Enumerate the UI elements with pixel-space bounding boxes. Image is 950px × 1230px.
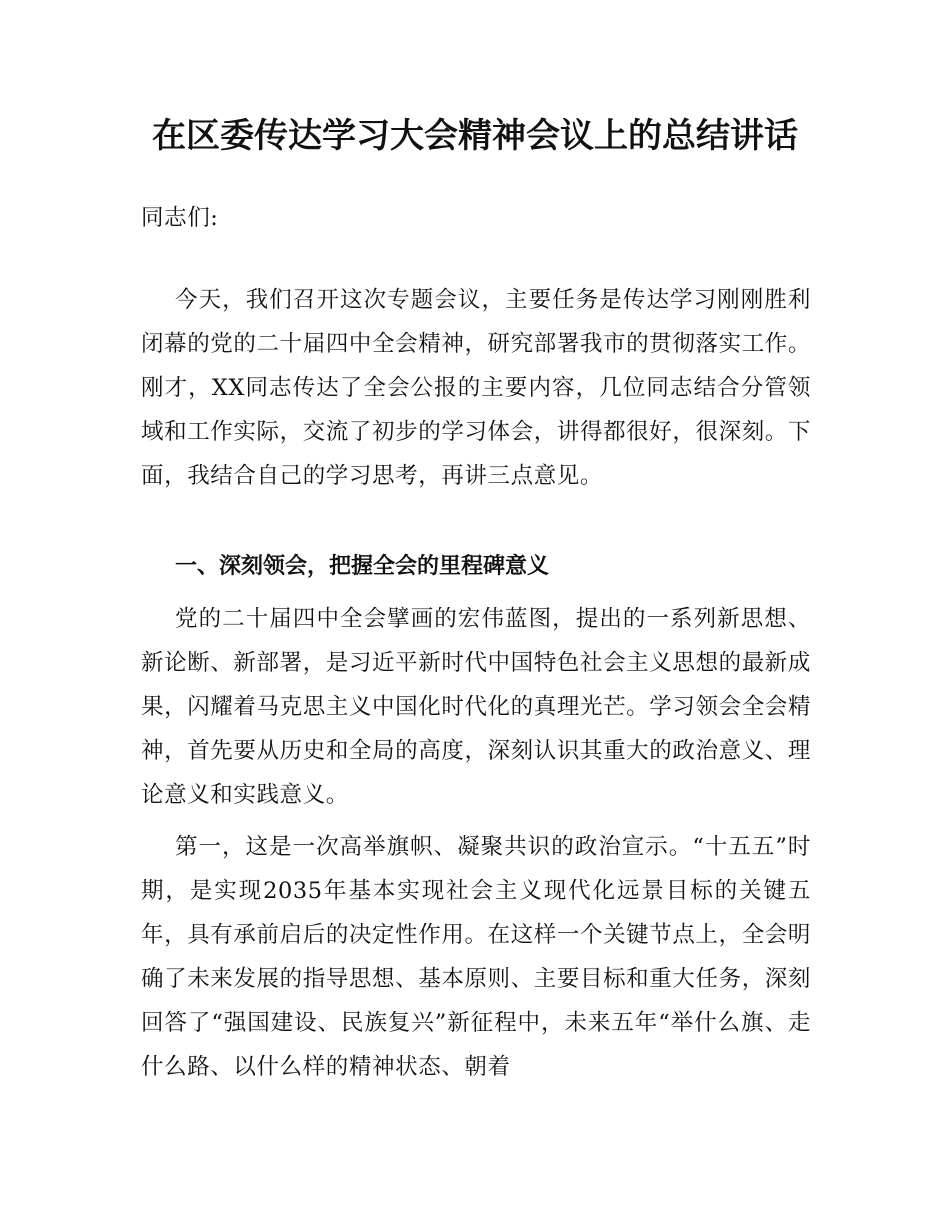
paragraph-first-point: 第一，这是一次高举旗帜、凝聚共识的政治宣示。“十五五”时期，是实现2035年基本实现社会主义现代化远景目标的关键五年，具有承前启后的决定性作用。在这样一个关键节点上，全会明确了未来发展的指导思想、基本原则、主要目标和重大任务，深刻回答了“强国建设、民族复兴”新征程中，未来五年“举什么旗、走什么路、以什么样的精神状态、朝着 — [141, 834, 811, 1080]
paragraph-opening: 今天，我们召开这次专题会议，主要任务是传达学习刚刚胜利闭幕的党的二十届四中全会精神，研究部署我市的贯彻落实工作。刚才，XX同志传达了全会公报的主要内容，几位同志结合分管领域和工作实际，交流了初步的学习体会，讲得都很好，很深刻。下面，我结合自己的学习思考，再讲三点意见。 — [141, 287, 811, 489]
section-heading-1: 一、深刻领会，把握全会的里程碑意义 — [175, 554, 550, 579]
salutation: 同志们: — [141, 205, 219, 231]
paragraph-significance: 党的二十届四中全会擘画的宏伟蓝图，提出的一系列新思想、新论断、新部署，是习近平新时代中国特色社会主义思想的最新成果，闪耀着马克思主义中国化时代化的真理光芒。学习领会全会精神，首先要从历史和全局的高度，深刻认识其重大的政治意义、理论意义和实践意义。 — [141, 606, 811, 808]
document-title: 在区委传达学习大会精神会议上的总结讲话 — [152, 116, 798, 156]
